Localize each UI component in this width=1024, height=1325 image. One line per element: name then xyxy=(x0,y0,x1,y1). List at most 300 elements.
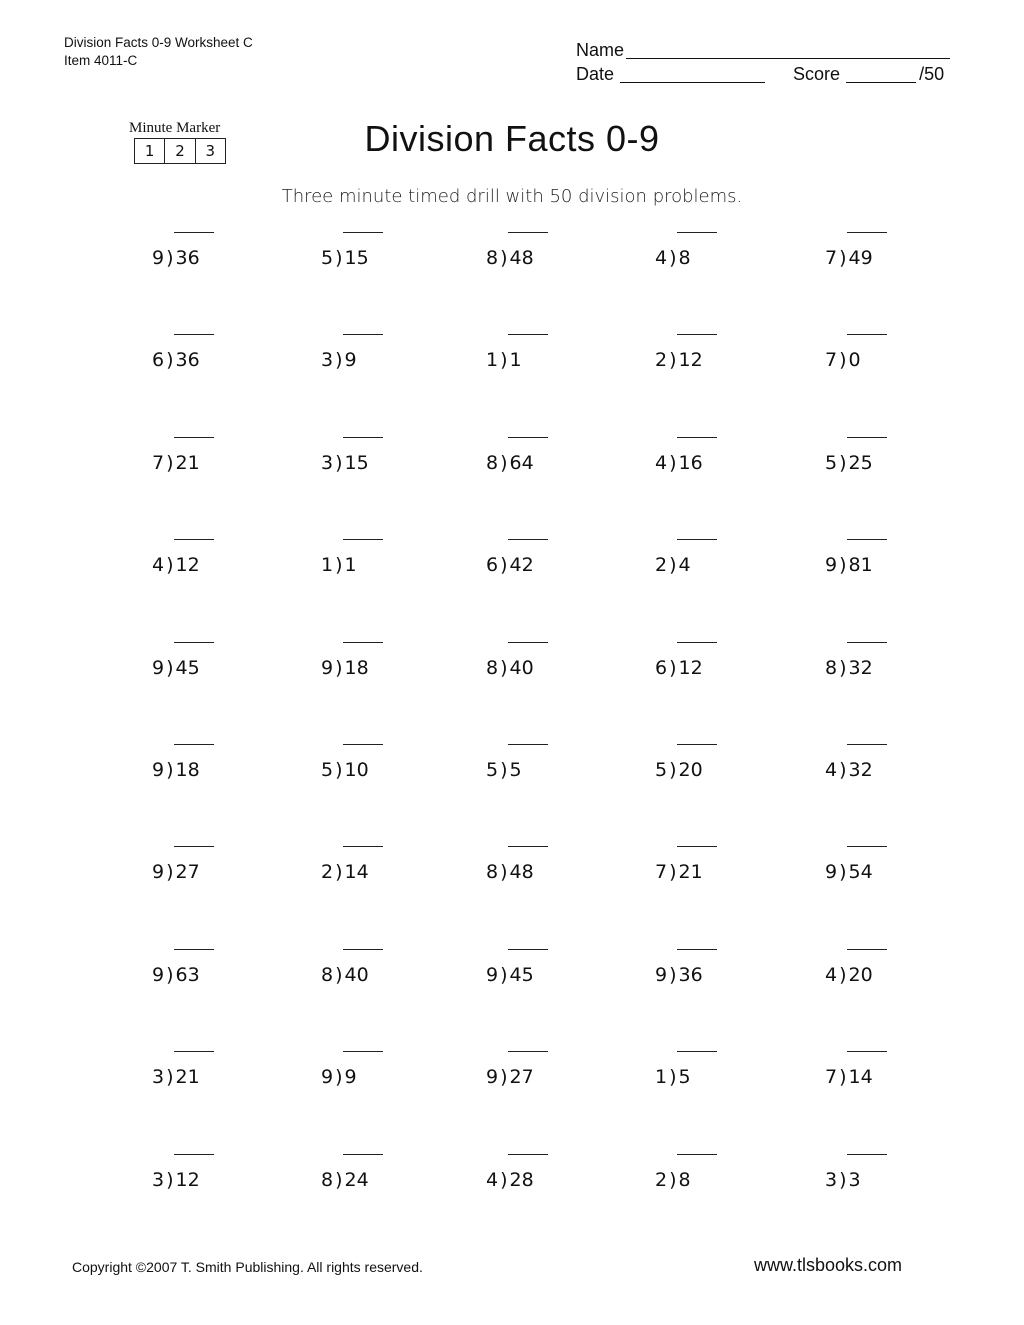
divisor: 2 xyxy=(655,349,668,371)
dividend-value: 12 xyxy=(175,554,200,576)
division-problem xyxy=(321,246,369,270)
division-problem xyxy=(825,758,873,782)
divisor: 7 xyxy=(825,349,838,371)
dividend-value: 36 xyxy=(175,349,200,371)
dividend-value: 40 xyxy=(509,657,534,679)
dividend-value: 36 xyxy=(678,964,703,986)
answer-bar[interactable] xyxy=(174,539,214,540)
division-problem xyxy=(825,553,873,577)
division-bracket: ) xyxy=(669,759,677,781)
answer-bar[interactable] xyxy=(847,1051,887,1052)
answer-bar[interactable] xyxy=(174,846,214,847)
divisor: 2 xyxy=(655,1169,668,1191)
divisor: 3 xyxy=(152,1169,165,1191)
divisor: 3 xyxy=(321,452,334,474)
answer-bar[interactable] xyxy=(343,846,383,847)
divisor: 3 xyxy=(152,1066,165,1088)
dividend-value: 48 xyxy=(509,247,534,269)
dividend-value: 32 xyxy=(848,657,873,679)
division-bracket: ) xyxy=(335,452,343,474)
answer-bar[interactable] xyxy=(343,744,383,745)
dividend xyxy=(849,246,873,270)
page-subtitle: Three minute timed drill with 50 division problems. xyxy=(281,186,743,207)
division-bracket: ) xyxy=(839,554,847,576)
dividend-value: 49 xyxy=(848,247,873,269)
dividend xyxy=(679,1168,691,1192)
answer-bar[interactable] xyxy=(508,1051,548,1052)
divisor: 1 xyxy=(486,349,499,371)
division-problem xyxy=(321,1065,357,1089)
answer-bar[interactable] xyxy=(847,1154,887,1155)
dividend xyxy=(176,758,200,782)
division-problem xyxy=(825,246,873,270)
division-bracket: ) xyxy=(166,1066,174,1088)
division-problem xyxy=(825,656,873,680)
divisor: 9 xyxy=(825,861,838,883)
answer-bar[interactable] xyxy=(847,744,887,745)
division-bracket: ) xyxy=(335,349,343,371)
answer-bar[interactable] xyxy=(343,232,383,233)
divisor: 7 xyxy=(825,1066,838,1088)
divisor: 8 xyxy=(321,964,334,986)
dividend-value: 3 xyxy=(848,1169,861,1191)
division-problem xyxy=(655,758,703,782)
division-bracket: ) xyxy=(335,759,343,781)
answer-bar[interactable] xyxy=(343,334,383,335)
dividend-value: 12 xyxy=(678,349,703,371)
dividend-value: 8 xyxy=(678,1169,691,1191)
dividend-value: 0 xyxy=(848,349,861,371)
division-problem xyxy=(825,963,873,987)
divisor: 4 xyxy=(655,452,668,474)
division-bracket: ) xyxy=(839,247,847,269)
division-bracket: ) xyxy=(669,861,677,883)
division-bracket: ) xyxy=(335,1169,343,1191)
score-label: Score xyxy=(793,64,841,84)
division-bracket: ) xyxy=(500,657,508,679)
division-bracket: ) xyxy=(839,1066,847,1088)
dividend-value: 16 xyxy=(678,452,703,474)
dividend xyxy=(510,1168,534,1192)
answer-bar[interactable] xyxy=(508,642,548,643)
dividend-value: 5 xyxy=(678,1066,691,1088)
division-problem xyxy=(486,1065,534,1089)
answer-bar[interactable] xyxy=(677,232,717,233)
division-problem xyxy=(486,246,534,270)
minute-box-1[interactable]: 1 xyxy=(135,139,165,163)
dividend xyxy=(510,758,522,782)
dividend xyxy=(176,348,200,372)
division-problem xyxy=(655,553,691,577)
division-bracket: ) xyxy=(839,1169,847,1191)
division-bracket: ) xyxy=(500,554,508,576)
answer-bar[interactable] xyxy=(508,846,548,847)
answer-bar[interactable] xyxy=(174,744,214,745)
dividend xyxy=(345,246,369,270)
division-problem xyxy=(321,656,369,680)
dividend-value: 14 xyxy=(344,861,369,883)
divisor: 4 xyxy=(152,554,165,576)
date-label: Date xyxy=(576,64,615,84)
answer-bar[interactable] xyxy=(343,1051,383,1052)
dividend xyxy=(176,656,200,680)
divisor: 8 xyxy=(486,657,499,679)
division-problem xyxy=(825,860,873,884)
division-bracket: ) xyxy=(166,1169,174,1191)
division-bracket: ) xyxy=(669,964,677,986)
division-bracket: ) xyxy=(166,759,174,781)
dividend-value: 14 xyxy=(848,1066,873,1088)
dividend-value: 45 xyxy=(175,657,200,679)
division-problem xyxy=(486,758,522,782)
answer-bar[interactable] xyxy=(343,437,383,438)
division-bracket: ) xyxy=(166,861,174,883)
division-problem xyxy=(825,1065,873,1089)
dividend xyxy=(176,860,200,884)
answer-bar[interactable] xyxy=(174,1051,214,1052)
division-problem xyxy=(321,553,357,577)
dividend-value: 1 xyxy=(509,349,522,371)
answer-bar[interactable] xyxy=(508,949,548,950)
dividend-value: 64 xyxy=(509,452,534,474)
division-problem xyxy=(825,1168,861,1192)
answer-bar[interactable] xyxy=(174,334,214,335)
division-bracket: ) xyxy=(839,349,847,371)
divisor: 3 xyxy=(321,349,334,371)
division-bracket: ) xyxy=(500,452,508,474)
answer-bar[interactable] xyxy=(174,437,214,438)
division-problem xyxy=(825,348,861,372)
minute-marker-label: Minute Marker xyxy=(129,120,221,136)
dividend-value: 27 xyxy=(509,1066,534,1088)
division-bracket: ) xyxy=(335,1066,343,1088)
answer-bar[interactable] xyxy=(677,437,717,438)
dividend-value: 10 xyxy=(344,759,369,781)
answer-bar[interactable] xyxy=(847,846,887,847)
dividend xyxy=(510,246,534,270)
divisor: 9 xyxy=(152,657,165,679)
dividend xyxy=(679,656,703,680)
dividend-value: 40 xyxy=(344,964,369,986)
dividend xyxy=(849,1065,873,1089)
division-problem xyxy=(321,348,357,372)
division-bracket: ) xyxy=(335,554,343,576)
division-problem xyxy=(655,963,703,987)
dividend-value: 9 xyxy=(344,349,357,371)
divisor: 5 xyxy=(321,759,334,781)
divisor: 9 xyxy=(152,759,165,781)
dividend-value: 21 xyxy=(678,861,703,883)
answer-bar[interactable] xyxy=(343,539,383,540)
answer-bar[interactable] xyxy=(174,1154,214,1155)
dividend-value: 15 xyxy=(344,452,369,474)
division-bracket: ) xyxy=(669,1169,677,1191)
score-total: /50 xyxy=(919,64,945,84)
answer-bar[interactable] xyxy=(677,949,717,950)
divisor: 8 xyxy=(321,1169,334,1191)
divisor: 1 xyxy=(655,1066,668,1088)
dividend xyxy=(345,758,369,782)
dividend xyxy=(679,963,703,987)
answer-bar[interactable] xyxy=(174,232,214,233)
divisor: 9 xyxy=(321,1066,334,1088)
dividend xyxy=(176,246,200,270)
division-problem xyxy=(655,1168,691,1192)
division-bracket: ) xyxy=(839,964,847,986)
division-bracket: ) xyxy=(166,452,174,474)
dividend xyxy=(510,860,534,884)
dividend-value: 48 xyxy=(509,861,534,883)
answer-bar[interactable] xyxy=(847,437,887,438)
dividend xyxy=(510,348,522,372)
answer-bar[interactable] xyxy=(343,1154,383,1155)
dividend-value: 12 xyxy=(678,657,703,679)
divisor: 5 xyxy=(655,759,668,781)
dividend xyxy=(849,1168,861,1192)
answer-bar[interactable] xyxy=(508,539,548,540)
division-problem xyxy=(486,553,534,577)
dividend xyxy=(510,1065,534,1089)
divisor: 6 xyxy=(486,554,499,576)
dividend-value: 20 xyxy=(848,964,873,986)
dividend xyxy=(345,860,369,884)
dividend xyxy=(510,553,534,577)
dividend xyxy=(176,451,200,475)
division-problem xyxy=(486,451,534,475)
division-problem xyxy=(321,860,369,884)
division-problem xyxy=(152,553,200,577)
division-bracket: ) xyxy=(335,657,343,679)
divisor: 6 xyxy=(152,349,165,371)
division-bracket: ) xyxy=(166,554,174,576)
division-problem xyxy=(655,656,703,680)
dividend-value: 21 xyxy=(175,452,200,474)
division-problem xyxy=(321,758,369,782)
divisor: 9 xyxy=(486,964,499,986)
answer-bar[interactable] xyxy=(677,846,717,847)
answer-bar[interactable] xyxy=(677,1051,717,1052)
divisor: 8 xyxy=(486,247,499,269)
dividend-value: 18 xyxy=(175,759,200,781)
divisor: 1 xyxy=(321,554,334,576)
division-problem xyxy=(825,451,873,475)
answer-bar[interactable] xyxy=(847,334,887,335)
answer-bar[interactable] xyxy=(677,744,717,745)
dividend-value: 15 xyxy=(344,247,369,269)
dividend xyxy=(849,348,861,372)
answer-bar[interactable] xyxy=(508,232,548,233)
division-problem xyxy=(486,348,522,372)
division-bracket: ) xyxy=(166,964,174,986)
dividend xyxy=(849,656,873,680)
dividend xyxy=(679,758,703,782)
division-bracket: ) xyxy=(669,1066,677,1088)
division-problem xyxy=(152,758,200,782)
dividend xyxy=(176,1065,200,1089)
divisor: 7 xyxy=(655,861,668,883)
dividend xyxy=(510,963,534,987)
dividend xyxy=(345,348,357,372)
divisor: 4 xyxy=(486,1169,499,1191)
dividend xyxy=(849,451,873,475)
division-problem xyxy=(486,656,534,680)
dividend-value: 18 xyxy=(344,657,369,679)
division-problem xyxy=(152,1065,200,1089)
divisor: 9 xyxy=(655,964,668,986)
division-bracket: ) xyxy=(500,1066,508,1088)
divisor: 2 xyxy=(655,554,668,576)
division-problem xyxy=(486,1168,534,1192)
divisor: 8 xyxy=(486,452,499,474)
division-problem xyxy=(655,860,703,884)
dividend xyxy=(679,246,691,270)
divisor: 2 xyxy=(321,861,334,883)
division-bracket: ) xyxy=(839,861,847,883)
dividend-value: 9 xyxy=(344,1066,357,1088)
division-bracket: ) xyxy=(500,861,508,883)
answer-bar[interactable] xyxy=(847,949,887,950)
division-bracket: ) xyxy=(335,964,343,986)
divisor: 7 xyxy=(152,452,165,474)
divisor: 5 xyxy=(825,452,838,474)
division-problem xyxy=(152,1168,200,1192)
dividend-value: 8 xyxy=(678,247,691,269)
answer-bar[interactable] xyxy=(343,949,383,950)
dividend xyxy=(849,963,873,987)
dividend-value: 25 xyxy=(848,452,873,474)
dividend xyxy=(849,758,873,782)
answer-bar[interactable] xyxy=(343,642,383,643)
divisor: 8 xyxy=(486,861,499,883)
dividend-value: 27 xyxy=(175,861,200,883)
divisor: 9 xyxy=(152,247,165,269)
dividend-value: 63 xyxy=(175,964,200,986)
division-problem xyxy=(152,963,200,987)
dividend xyxy=(510,656,534,680)
division-bracket: ) xyxy=(166,247,174,269)
division-bracket: ) xyxy=(166,657,174,679)
division-bracket: ) xyxy=(669,247,677,269)
answer-bar[interactable] xyxy=(508,1154,548,1155)
division-problem xyxy=(321,963,369,987)
answer-bar[interactable] xyxy=(174,642,214,643)
answer-bar[interactable] xyxy=(677,539,717,540)
dividend-value: 1 xyxy=(344,554,357,576)
division-bracket: ) xyxy=(500,349,508,371)
dividend-value: 5 xyxy=(509,759,522,781)
minute-box-2[interactable]: 2 xyxy=(165,139,195,163)
dividend-value: 28 xyxy=(509,1169,534,1191)
division-problem xyxy=(655,1065,691,1089)
answer-bar[interactable] xyxy=(174,949,214,950)
dividend xyxy=(849,553,873,577)
division-bracket: ) xyxy=(839,452,847,474)
answer-bar[interactable] xyxy=(677,1154,717,1155)
name-label: Name xyxy=(576,40,625,60)
dividend xyxy=(176,553,200,577)
website-link[interactable]: www.tlsbooks.com xyxy=(754,1255,903,1275)
dividend xyxy=(849,860,873,884)
division-bracket: ) xyxy=(335,247,343,269)
copyright: Copyright ©2007 T. Smith Publishing. All rights reserved. xyxy=(72,1259,423,1275)
divisor: 4 xyxy=(825,759,838,781)
division-bracket: ) xyxy=(669,349,677,371)
dividend xyxy=(176,963,200,987)
dividend xyxy=(679,1065,691,1089)
division-problem xyxy=(486,963,534,987)
division-bracket: ) xyxy=(669,452,677,474)
division-problem xyxy=(321,1168,369,1192)
divisor: 9 xyxy=(152,964,165,986)
answer-bar[interactable] xyxy=(847,642,887,643)
division-problem xyxy=(152,246,200,270)
dividend xyxy=(176,1168,200,1192)
minute-box-3[interactable]: 3 xyxy=(205,142,216,160)
division-problem xyxy=(655,246,691,270)
answer-bar[interactable] xyxy=(847,232,887,233)
answer-bar[interactable] xyxy=(677,642,717,643)
item-code: Item 4011-C xyxy=(64,53,138,68)
answer-bar[interactable] xyxy=(677,334,717,335)
answer-bar[interactable] xyxy=(847,539,887,540)
division-problem xyxy=(655,451,703,475)
page-title: Division Facts 0-9 xyxy=(364,118,660,159)
dividend-value: 81 xyxy=(848,554,873,576)
division-bracket: ) xyxy=(669,554,677,576)
dividend xyxy=(345,451,369,475)
divisor: 8 xyxy=(825,657,838,679)
division-bracket: ) xyxy=(500,964,508,986)
dividend-value: 4 xyxy=(678,554,691,576)
dividend-value: 24 xyxy=(344,1169,369,1191)
division-problem xyxy=(486,860,534,884)
dividend xyxy=(679,553,691,577)
answer-bar[interactable] xyxy=(508,744,548,745)
division-bracket: ) xyxy=(500,247,508,269)
dividend-value: 21 xyxy=(175,1066,200,1088)
divisor: 9 xyxy=(321,657,334,679)
division-bracket: ) xyxy=(839,759,847,781)
dividend-value: 45 xyxy=(509,964,534,986)
division-problem xyxy=(321,451,369,475)
dividend xyxy=(345,1065,357,1089)
answer-bar[interactable] xyxy=(508,437,548,438)
divisor: 4 xyxy=(825,964,838,986)
divisor: 9 xyxy=(152,861,165,883)
dividend-value: 54 xyxy=(848,861,873,883)
division-problem xyxy=(152,656,200,680)
divisor: 5 xyxy=(486,759,499,781)
division-problem xyxy=(152,860,200,884)
divisor: 5 xyxy=(321,247,334,269)
division-bracket: ) xyxy=(669,657,677,679)
divisor: 9 xyxy=(825,554,838,576)
dividend-value: 32 xyxy=(848,759,873,781)
division-bracket: ) xyxy=(500,1169,508,1191)
answer-bar[interactable] xyxy=(508,334,548,335)
dividend xyxy=(510,451,534,475)
division-problem xyxy=(152,348,200,372)
division-bracket: ) xyxy=(839,657,847,679)
divisor: 9 xyxy=(486,1066,499,1088)
division-problem xyxy=(655,348,703,372)
dividend xyxy=(345,656,369,680)
dividend-value: 36 xyxy=(175,247,200,269)
division-bracket: ) xyxy=(335,861,343,883)
divisor: 6 xyxy=(655,657,668,679)
division-bracket: ) xyxy=(166,349,174,371)
division-problem xyxy=(152,451,200,475)
